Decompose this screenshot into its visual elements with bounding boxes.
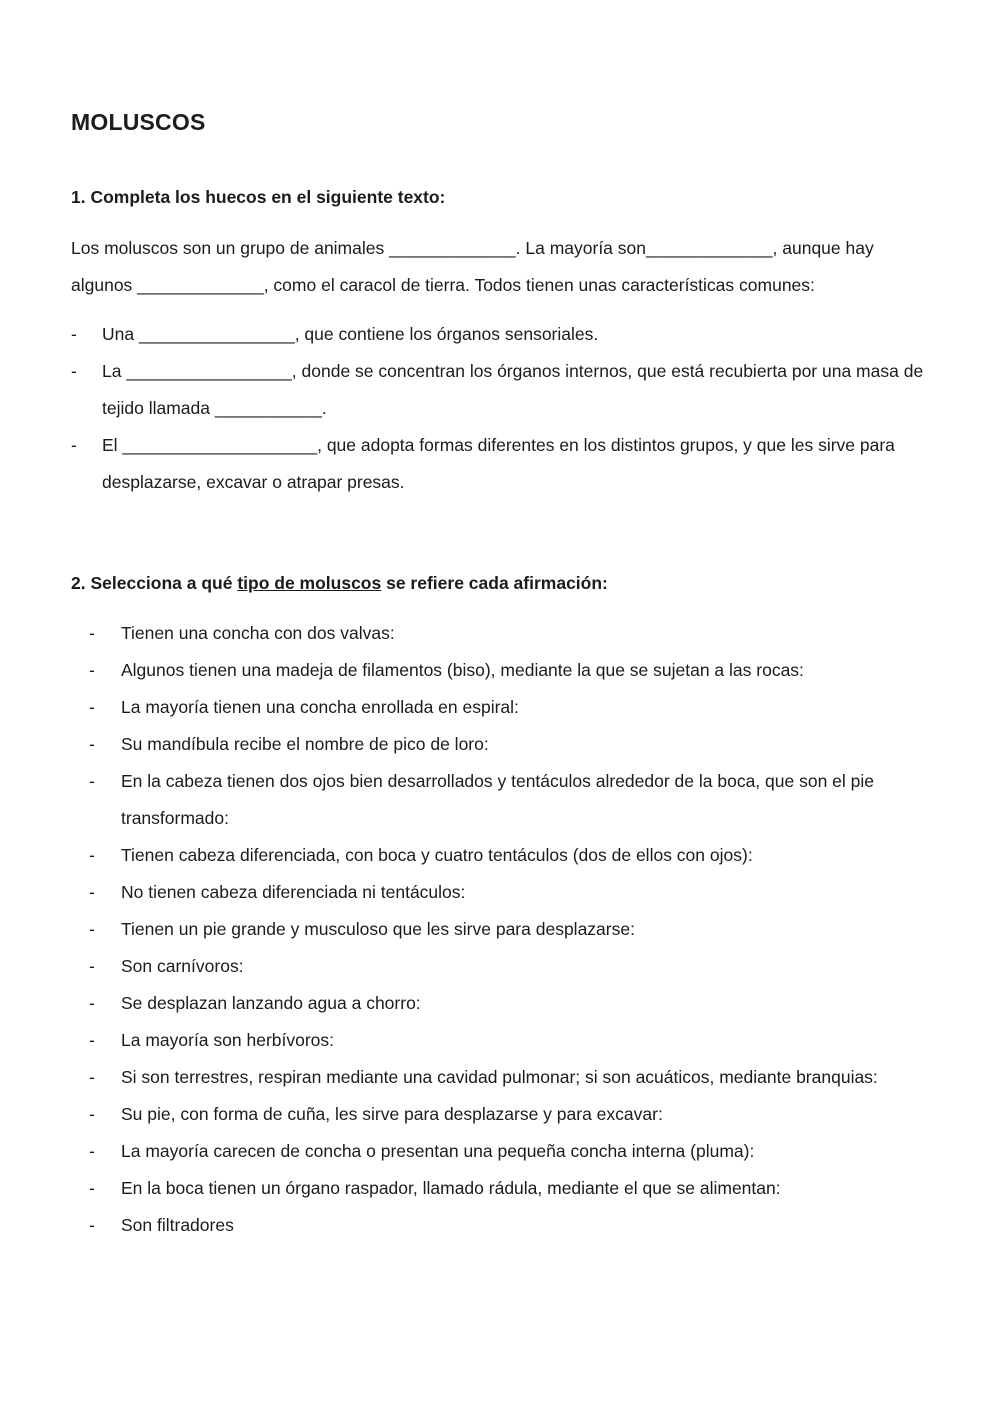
statement-item[interactable]: [89, 837, 939, 874]
statement-item[interactable]: [89, 689, 939, 726]
dash-bullet: -: [89, 1067, 95, 1087]
dash-bullet: -: [89, 771, 95, 791]
statement-text: La mayoría tienen una concha enrollada en espiral:: [121, 697, 519, 717]
statement-item[interactable]: [89, 1059, 939, 1096]
statement-text: Son carnívoros:: [121, 956, 244, 976]
item-text: , que adopta formas diferentes en los distintos grupos, y que les sirve para desplazarse, excavar o atrapar presas.: [102, 435, 895, 492]
statement-item[interactable]: [89, 874, 939, 911]
statement-item[interactable]: [89, 1170, 939, 1207]
statement-item[interactable]: [89, 652, 939, 689]
item-text: , que contiene los órganos sensoriales.: [294, 324, 599, 344]
statement-item[interactable]: [89, 1207, 939, 1244]
paragraph-text: . La mayoría son: [515, 238, 646, 258]
paragraph-text: Los moluscos son un grupo de animales: [71, 238, 390, 258]
heading-text: 2. Selecciona a qué: [71, 573, 238, 593]
blank-field[interactable]: _____________: [389, 238, 516, 258]
question-1-paragraph: [71, 230, 931, 304]
blank-field[interactable]: _____________: [137, 275, 264, 295]
dash-bullet: -: [89, 882, 95, 902]
statement-text: Son filtradores: [121, 1215, 234, 1235]
item-text: Una: [102, 324, 139, 344]
blank-field[interactable]: ____________________: [122, 435, 318, 455]
dash-bullet: -: [89, 660, 95, 680]
dash-bullet: -: [89, 1215, 95, 1235]
statement-item[interactable]: [89, 1096, 939, 1133]
blank-field[interactable]: _________________: [126, 361, 292, 381]
statement-item[interactable]: [89, 1133, 939, 1170]
page-title: MOLUSCOS: [71, 109, 206, 135]
statement-text: Algunos tienen una madeja de filamentos (biso), mediante la que se sujetan a las rocas:: [121, 660, 804, 680]
statement-text: No tienen cabeza diferenciada ni tentáculos:: [121, 882, 466, 902]
statement-item[interactable]: [89, 911, 939, 948]
dash-bullet: -: [71, 324, 77, 344]
dash-bullet: -: [89, 1141, 95, 1161]
statement-item[interactable]: [89, 763, 939, 837]
statement-text: En la boca tienen un órgano raspador, llamado rádula, mediante el que se alimentan:: [121, 1178, 781, 1198]
dash-bullet: -: [89, 919, 95, 939]
dash-bullet: -: [71, 361, 77, 381]
statement-text: En la cabeza tienen dos ojos bien desarrollados y tentáculos alrededor de la boca, que son el pie transformado:: [121, 771, 875, 828]
dash-bullet: -: [89, 734, 95, 754]
item-text: La: [102, 361, 127, 381]
item-text: .: [321, 398, 327, 418]
blank-field[interactable]: ___________: [214, 398, 322, 418]
statement-item[interactable]: [89, 726, 939, 763]
dash-bullet: -: [89, 993, 95, 1013]
paragraph-text: , como el caracol de tierra. Todos tienen unas características comunes:: [263, 275, 815, 295]
statement-item[interactable]: [89, 985, 939, 1022]
question-1-heading: 1. Completa los huecos en el siguiente texto:: [71, 187, 446, 207]
list-item: [71, 427, 931, 501]
list-item: [71, 316, 931, 353]
statement-text: Tienen un pie grande y musculoso que les sirve para desplazarse:: [121, 919, 635, 939]
statement-item[interactable]: [89, 615, 939, 652]
statement-text: Su mandíbula recibe el nombre de pico de loro:: [121, 734, 489, 754]
statement-text: Su pie, con forma de cuña, les sirve para desplazarse y para excavar:: [121, 1104, 663, 1124]
dash-bullet: -: [89, 697, 95, 717]
question-2-heading: [71, 573, 608, 594]
blank-field[interactable]: ________________: [138, 324, 295, 344]
dash-bullet: -: [89, 956, 95, 976]
list-item: [71, 353, 931, 427]
question-1-list: [71, 316, 931, 501]
dash-bullet: -: [71, 435, 77, 455]
statement-text: Si son terrestres, respiran mediante una cavidad pulmonar; si son acuáticos, mediante branquias:: [121, 1067, 878, 1087]
item-text: , donde se concentran los órganos internos, que está recubierta por una masa de tejido llamada: [102, 361, 924, 418]
dash-bullet: -: [89, 623, 95, 643]
item-text: El: [102, 435, 123, 455]
statement-text: Se desplazan lanzando agua a chorro:: [121, 993, 421, 1013]
statement-text: La mayoría son herbívoros:: [121, 1030, 335, 1050]
heading-underlined-text: tipo de moluscos: [237, 573, 382, 593]
dash-bullet: -: [89, 1030, 95, 1050]
statement-item[interactable]: [89, 948, 939, 985]
statement-text: Tienen una concha con dos valvas:: [121, 623, 395, 643]
statement-text: Tienen cabeza diferenciada, con boca y cuatro tentáculos (dos de ellos con ojos):: [121, 845, 753, 865]
paragraph-text: , aunque hay algunos: [71, 238, 874, 295]
question-2-list: [89, 615, 939, 1244]
blank-field[interactable]: _____________: [646, 238, 773, 258]
dash-bullet: -: [89, 845, 95, 865]
dash-bullet: -: [89, 1178, 95, 1198]
statement-text: La mayoría carecen de concha o presentan una pequeña concha interna (pluma):: [121, 1141, 755, 1161]
heading-text: se refiere cada afirmación:: [381, 573, 608, 593]
dash-bullet: -: [89, 1104, 95, 1124]
statement-item[interactable]: [89, 1022, 939, 1059]
